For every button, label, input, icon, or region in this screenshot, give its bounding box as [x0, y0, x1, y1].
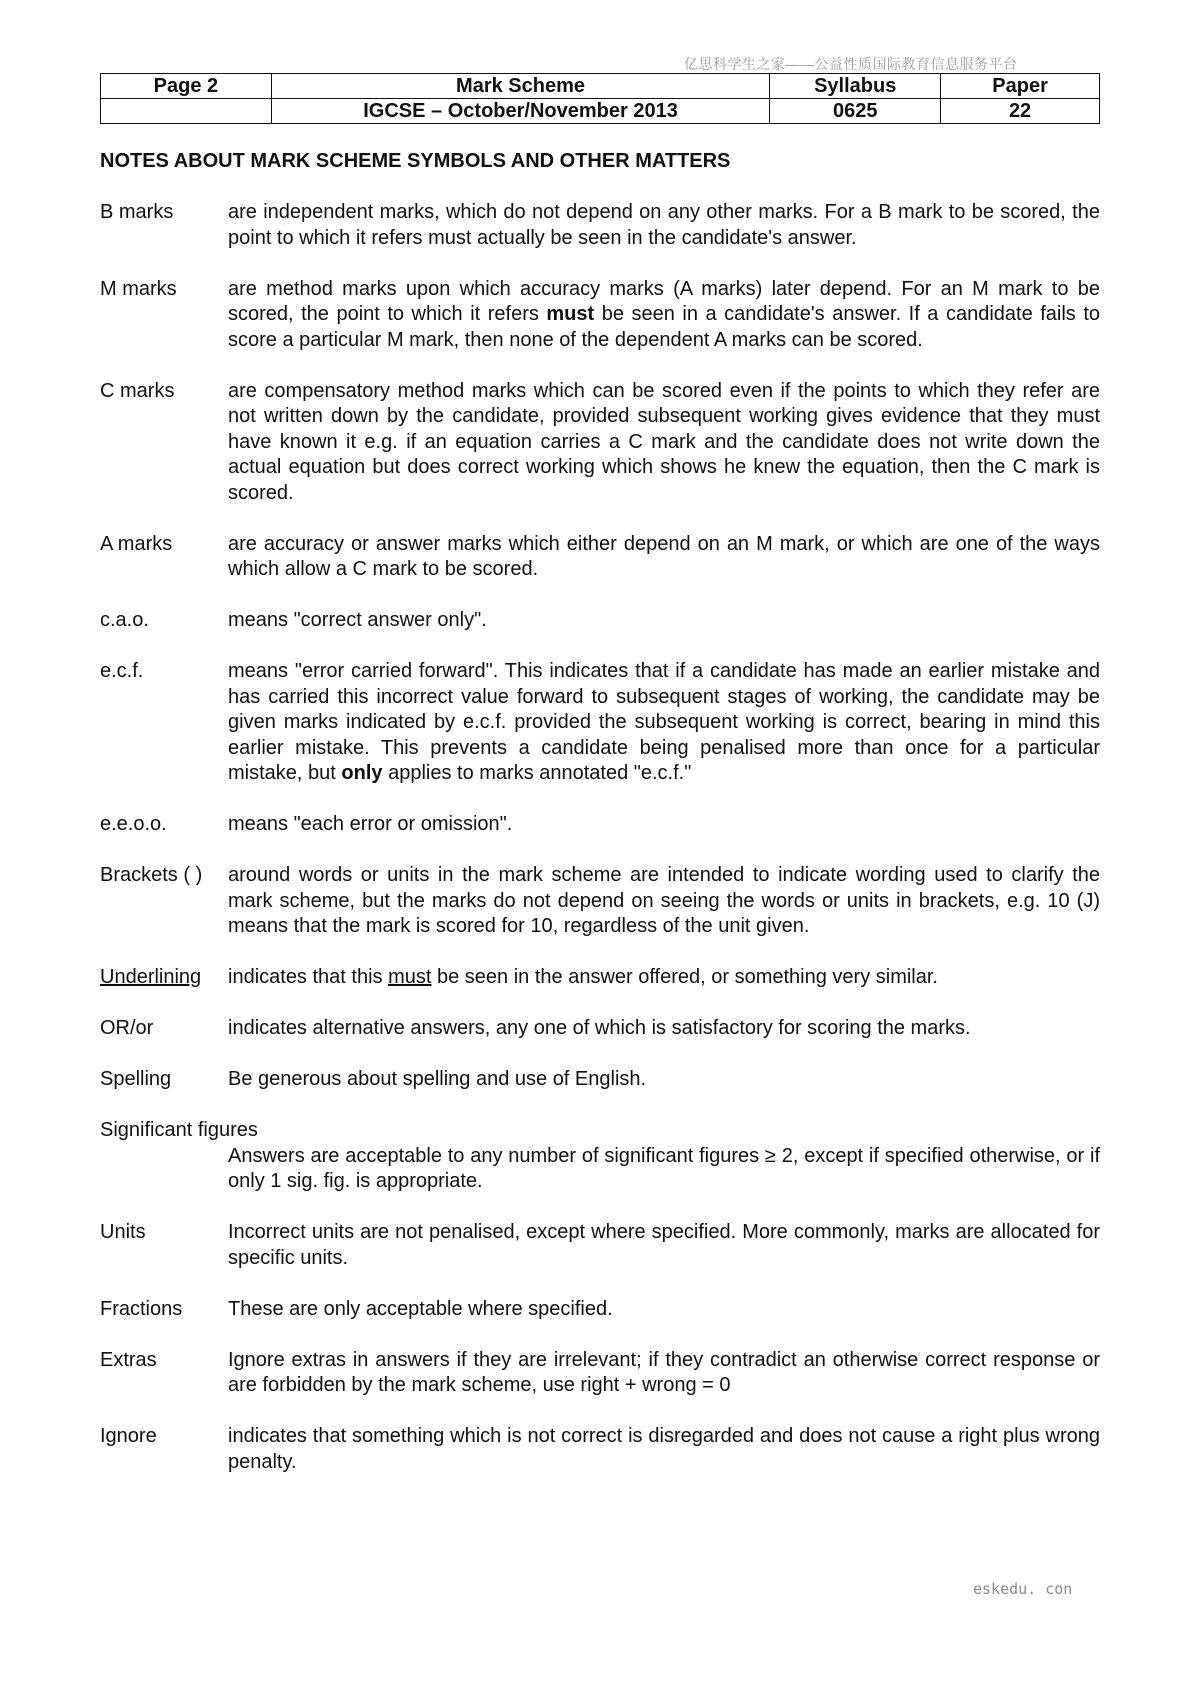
- note-term: M marks: [100, 277, 177, 300]
- note-definition: means "correct answer only".: [228, 609, 487, 631]
- notes-list: [100, 200, 1100, 1501]
- paper-label: Paper: [941, 74, 1100, 99]
- note-definition: [228, 277, 1100, 354]
- note-definition: around words or units in the mark scheme are intended to indicate wording used to clarify the mark scheme, but the marks do not depend on seeing the words or units in brackets, e.g. 10 (J) means that the mark is scored for 10, regardless of the unit given.: [228, 864, 1100, 937]
- page-number: Page 2: [101, 74, 272, 99]
- header-row-1: [101, 74, 1100, 99]
- note-cao: [100, 608, 1100, 634]
- note-definition: [228, 965, 1100, 991]
- note-c-marks: [100, 379, 1100, 507]
- note-brackets: [100, 863, 1100, 940]
- paper-number: 22: [941, 99, 1100, 124]
- note-definition: are compensatory method marks which can be scored even if the points to which they refer are not written down by the candidate, provided subsequent working gives evidence that they must have known it e.g. if an equation carries a C mark and the candidate does not write down the actual equation but does correct working which shows he knew the equation, then the C mark is scored.: [228, 379, 1100, 504]
- exam-session: IGCSE – October/November 2013: [271, 99, 769, 124]
- note-or: [100, 1016, 1100, 1042]
- note-fractions: [100, 1297, 1100, 1323]
- watermark-bottom: eskedu. con: [973, 1580, 1073, 1598]
- note-definition: indicates that something which is not correct is disregarded and does not cause a right plus wrong penalty.: [228, 1425, 1100, 1473]
- note-term: B marks: [100, 201, 174, 223]
- note-term: Extras: [100, 1348, 157, 1371]
- note-spelling: [100, 1067, 1100, 1093]
- note-term: A marks: [100, 532, 173, 555]
- note-term: Fractions: [100, 1297, 183, 1320]
- definition-text: are method marks upon which accuracy marks (A marks) later depend. For an M mark to be scored, the point to which it refers: [228, 277, 1100, 325]
- header-table: [100, 73, 1100, 124]
- note-term: Ignore: [100, 1425, 157, 1447]
- note-term: Brackets ( ): [100, 864, 203, 886]
- note-term: Underlining: [100, 966, 202, 988]
- underlined-text: must: [388, 966, 432, 988]
- note-definition: These are only acceptable where specified.: [228, 1297, 613, 1320]
- empty-cell: [101, 99, 272, 124]
- note-b-marks: [100, 200, 1100, 251]
- note-term: e.e.o.o.: [100, 813, 167, 835]
- definition-text: means "error carried forward". This indicates that if a candidate has made an earlier mistake and has carried this incorrect value forward to subsequent stages of working, the candidate may be given marks indicated by e.c.f. provided the subsequent working is correct, bearing in mind this earlier mistake. This prevents a candidate being penalised more than once for a particular mistake, but: [228, 660, 1100, 784]
- note-eeoo: [100, 812, 1100, 838]
- note-term: C marks: [100, 379, 175, 402]
- emphasis-text: must: [546, 303, 595, 325]
- note-units: [100, 1220, 1100, 1271]
- note-definition: [228, 659, 1100, 787]
- note-term: Significant figures: [100, 1119, 258, 1141]
- note-definition: Ignore extras in answers if they are irrelevant; if they contradict an otherwise correct response or are forbidden by the mark scheme, use right + wrong = 0: [228, 1348, 1100, 1396]
- note-term: Spelling: [100, 1068, 172, 1090]
- note-a-marks: [100, 532, 1100, 583]
- header-row-2: [101, 99, 1100, 124]
- doc-title: Mark Scheme: [271, 74, 769, 99]
- note-term: e.c.f.: [100, 660, 144, 682]
- note-term: c.a.o.: [100, 609, 149, 631]
- definition-text: indicates that this: [228, 966, 389, 988]
- syllabus-code: 0625: [770, 99, 941, 124]
- note-definition: are independent marks, which do not depend on any other marks. For a B mark to be scored, the point to which it refers must actually be seen in the candidate's answer.: [228, 201, 1100, 249]
- note-term: OR/or: [100, 1017, 154, 1039]
- note-definition: Answers are acceptable to any number of significant figures ≥ 2, except if specified otherwise, or if only 1 sig. fig. is appropriate.: [228, 1144, 1100, 1192]
- note-underlining: [100, 965, 1100, 991]
- emphasis-text: only: [341, 762, 383, 784]
- note-term: Units: [100, 1221, 146, 1243]
- note-definition: indicates alternative answers, any one of which is satisfactory for scoring the marks.: [228, 1017, 971, 1039]
- note-definition: Be generous about spelling and use of English.: [228, 1068, 647, 1090]
- syllabus-label: Syllabus: [770, 74, 941, 99]
- note-m-marks: [100, 277, 1100, 354]
- note-significant-figures: [100, 1118, 1100, 1195]
- note-ignore: [100, 1424, 1100, 1475]
- note-definition: means "each error or omission".: [228, 813, 513, 835]
- definition-text: be seen in a candidate's answer. If a candidate fails to score a particular M mark, then none of the dependent A marks can be scored.: [228, 303, 1100, 351]
- definition-text: applies to marks annotated "e.c.f.": [382, 762, 692, 784]
- watermark-top: 亿思科学生之家——公益性质国际教育信息服务平台: [684, 56, 1018, 72]
- note-extras: [100, 1348, 1100, 1399]
- note-definition: are accuracy or answer marks which either depend on an M mark, or which are one of the ways which allow a C mark to be scored.: [228, 532, 1100, 580]
- note-ecf: [100, 659, 1100, 787]
- note-definition: Incorrect units are not penalised, except where specified. More commonly, marks are allocated for specific units.: [228, 1221, 1100, 1269]
- definition-text: be seen in the answer offered, or something very similar.: [431, 966, 938, 988]
- section-heading: NOTES ABOUT MARK SCHEME SYMBOLS AND OTHER MATTERS: [100, 150, 731, 172]
